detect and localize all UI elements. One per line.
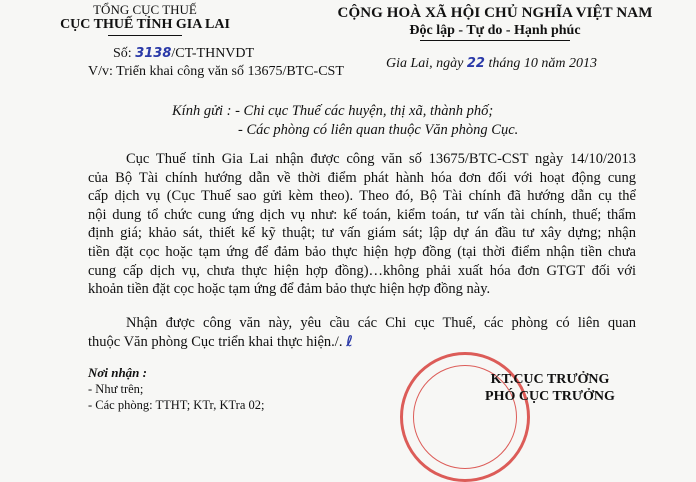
- p2-line: [88, 333, 636, 352]
- initials-mark: ℓ: [346, 333, 353, 350]
- recipients-list-item: - Các phòng: TTHT; KTr, KTra 02;: [88, 398, 265, 412]
- signer-title: KT.CỤC TRƯỞNG: [490, 372, 610, 387]
- p1-line: khoản tiền đặt cọc hoặc tạm ứng để đảm bảo thực hiện hợp đồng này.: [88, 281, 491, 298]
- p1-line: tiền đặt cọc hoặc tạm ứng để đảm bảo thực hiện hợp đồng (tại thời điểm nhận tiền chưa: [88, 243, 636, 260]
- p1-line: của Bộ Tài chính hướng dẫn về thời điểm phát hành hóa đơn đối với hoạt động cung: [88, 169, 636, 186]
- p1-line: định giá; khảo sát, thiết kế kỹ thuật; tư vấn giám sát; lập dự án đầu tư xây dựng; nhận: [88, 225, 636, 242]
- doc-no-suffix: /CT-THNVDT: [171, 46, 255, 61]
- date-prefix: Gia Lai, ngày: [386, 56, 464, 71]
- recipients-line-1: Kính gửi : - Chi cục Thuế các huyện, thị xã, thành phố;: [172, 103, 494, 119]
- recipients-list-heading: Nơi nhận :: [88, 365, 147, 380]
- doc-no-handwritten: 3138: [135, 46, 172, 61]
- p2-line: Nhận được công văn này, yêu cầu các Chi cục Thuế, các phòng có liên quan: [126, 315, 636, 331]
- parent-organization: TỔNG CỤC THUẾ: [93, 2, 197, 17]
- doc-no-label: Số:: [113, 46, 132, 61]
- national-motto: Độc lập - Tự do - Hạnh phúc: [409, 23, 581, 38]
- recipients-line-2: - Các phòng có liên quan thuộc Văn phòng Cục.: [238, 122, 519, 138]
- p2-line-text: thuộc Văn phòng Cục triển khai thực hiện./.: [88, 333, 343, 350]
- date-day-handwritten: 22: [466, 56, 485, 71]
- date-suffix: tháng 10 năm 2013: [488, 56, 597, 71]
- document-subject: V/v: Triển khai công văn số 13675/BTC-CST: [88, 64, 344, 79]
- document-date: [386, 55, 597, 73]
- p1-line: cấp dịch vụ (Cục Thuế sao gửi kèm theo). Theo đó, Bộ Tài chính đã hướng dẫn cụ thể: [88, 188, 636, 205]
- p1-line: cung cấp dịch vụ, chưa thực hiện hợp đồng)…không phải xuất hóa đơn GTGT đối với: [88, 262, 636, 279]
- national-title: CỘNG HOÀ XÃ HỘI CHỦ NGHĨA VIỆT NAM: [337, 5, 653, 21]
- recipients-list-item: - Như trên;: [88, 382, 144, 396]
- body-paragraph-2: [88, 314, 636, 351]
- p1-line: nội dung tổ chức cung ứng dịch vụ như: kế toán, kiểm toán, tư vấn tài chính, thuế; thẩm: [88, 206, 636, 223]
- document-number: [113, 45, 254, 63]
- motto-underline: [420, 40, 570, 41]
- issuing-organization: CỤC THUẾ TỈNH GIA LAI: [60, 17, 230, 32]
- body-paragraph-1: [88, 150, 636, 299]
- signer-role: PHÓ CỤC TRƯỞNG: [485, 389, 615, 404]
- p1-line: Cục Thuế tỉnh Gia Lai nhận được công văn số 13675/BTC-CST ngày 14/10/2013: [126, 151, 636, 167]
- org-underline: [108, 35, 182, 36]
